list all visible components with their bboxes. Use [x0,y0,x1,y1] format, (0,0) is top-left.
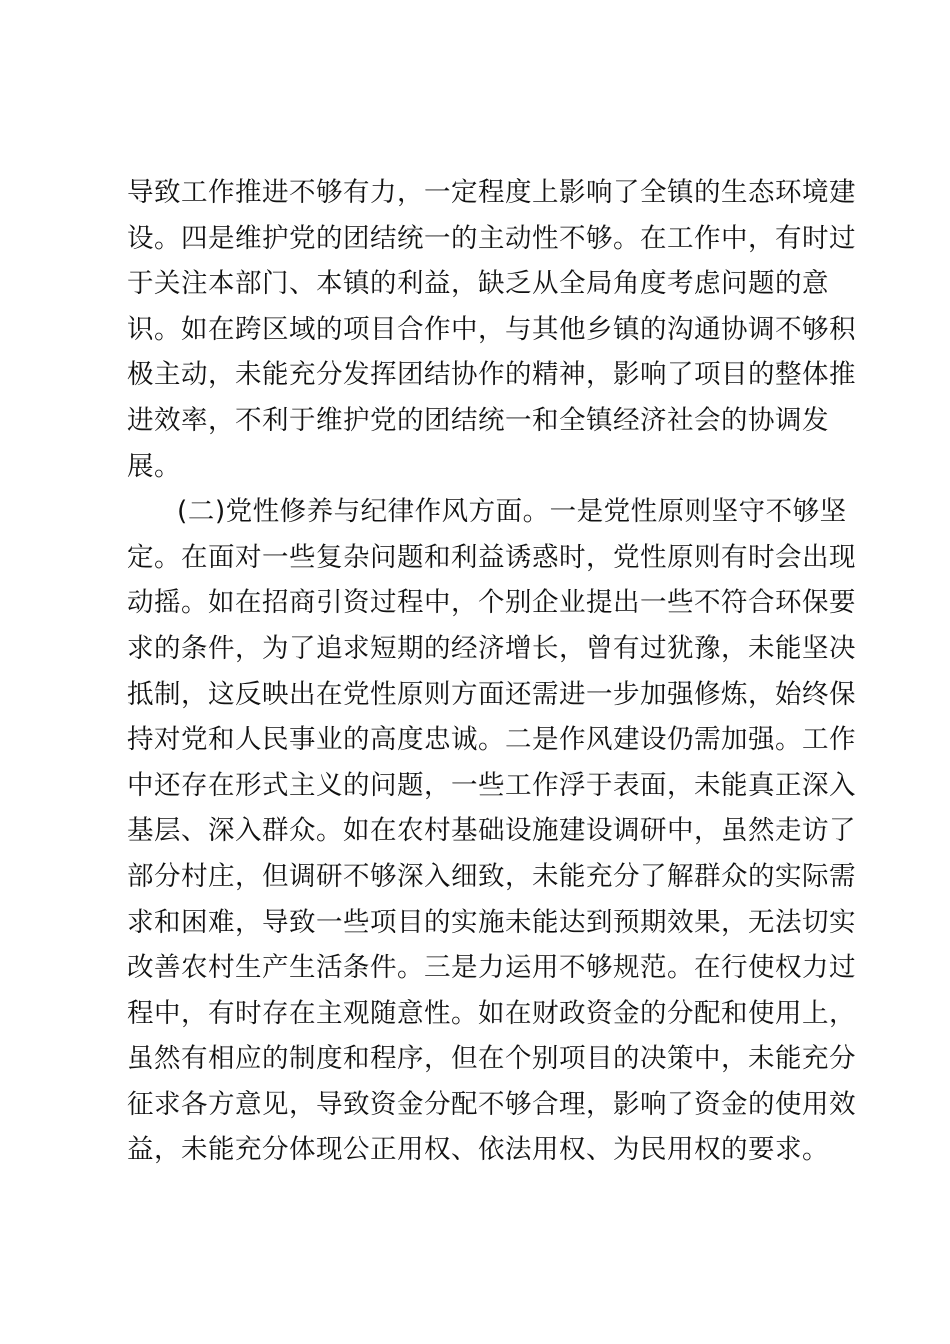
text-line: 导致工作推进不够有力，一定程度上影响了全镇的生态环境建 [127,177,856,208]
text-line: 于关注本部门、本镇的利益，缺乏从全局角度考虑问题的意 [127,268,829,300]
text-line: 程中，有时存在主观随意性。如在财政资金的分配和使用上， [127,997,856,1029]
text-line: 抵制，这反映出在党性原则方面还需进一步加强修炼，始终保 [127,678,856,710]
text-line: 进效率，不利于维护党的团结统一和全镇经济社会的协调发 [127,404,829,436]
text-line: 求和困难，导致一些项目的实施未能达到预期效果，无法切实 [127,906,856,938]
text-line: 识。如在跨区域的项目合作中，与其他乡镇的沟通协调不够积 [127,313,856,345]
text-line: 虽然有相应的制度和程序，但在个别项目的决策中，未能充分 [127,1043,856,1075]
text-line: 中还存在形式主义的问题，一些工作浮于表面，未能真正深入 [127,769,856,801]
text-line: 基层、深入群众。如在农村基础设施建设调研中，虽然走访了 [127,815,856,847]
text-line: 益，未能充分体现公正用权、依法用权、为民用权的要求。 [127,1134,829,1166]
text-line: 设。四是维护党的团结统一的主动性不够。在工作中，有时过 [127,222,856,254]
text-line: 极主动，未能充分发挥团结协作的精神，影响了项目的整体推 [127,359,856,391]
text-line: 求的条件，为了追求短期的经济增长，曾有过犹豫，未能坚决 [127,632,856,664]
section-heading-line: (二)党性修养与纪律作风方面。一是党性原则坚守不够坚 [177,496,847,528]
text-line: 征求各方意见，导致资金分配不够合理，影响了资金的使用效 [127,1088,856,1120]
text-line: 部分村庄，但调研不够深入细致，未能充分了解群众的实际需 [127,860,856,892]
text-line: 展。 [127,450,181,482]
text-line: 改善农村生产生活条件。三是力运用不够规范。在行使权力过 [127,952,856,984]
text-line: 动摇。如在招商引资过程中，个别企业提出一些不符合环保要 [127,587,856,619]
text-line: 持对党和人民事业的高度忠诚。二是作风建设仍需加强。工作 [127,724,856,756]
text-line: 定。在面对一些复杂问题和利益诱惑时，党性原则有时会出现 [127,541,856,573]
body-text [127,170,856,1173]
